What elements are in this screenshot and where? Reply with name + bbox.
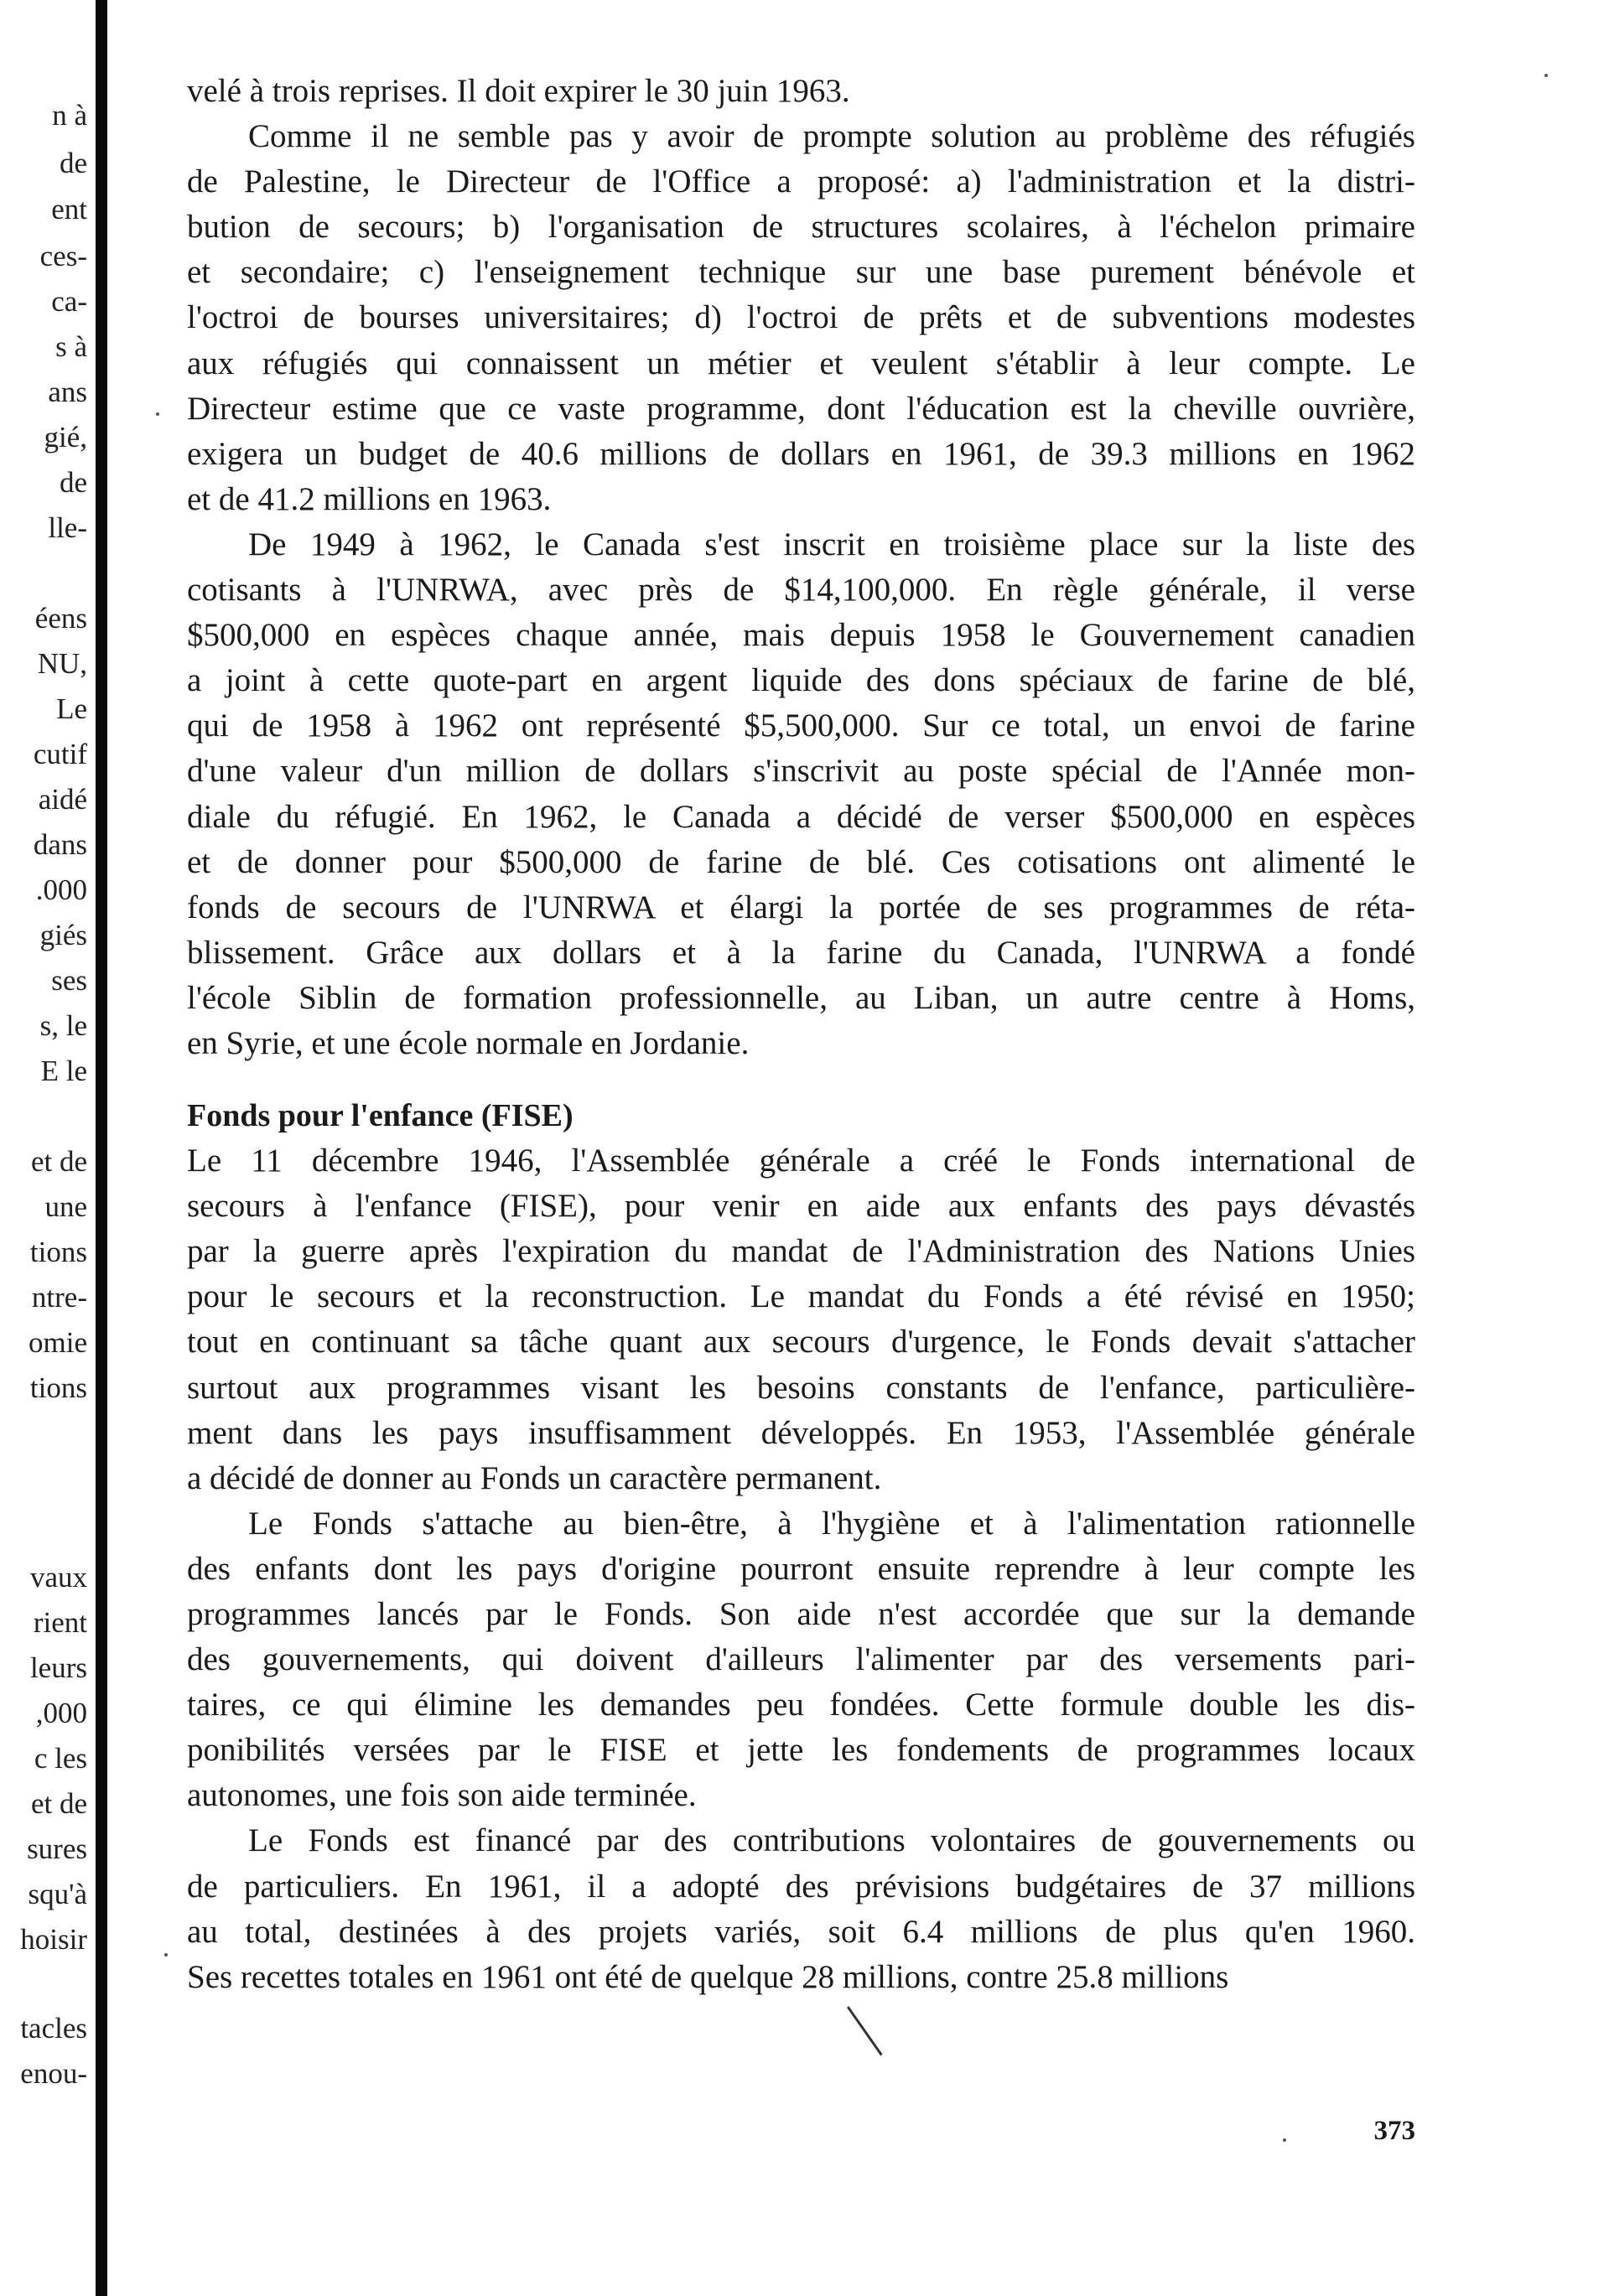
- text-line: De 1949 à 1962, le Canada s'est inscrit en troisième place sur la liste des: [248, 526, 1415, 562]
- margin-fragment: ent: [51, 193, 87, 225]
- margin-fragment: éens: [34, 602, 87, 635]
- book-gutter-shadow: [96, 0, 107, 2296]
- text-line: de Palestine, le Directeur de l'Office a proposé: a) l'administration et la distri-: [187, 163, 1415, 200]
- pen-mark: [847, 2006, 883, 2055]
- text-line: des enfants dont les pays d'origine pourront ensuite reprendre à leur compte les: [187, 1550, 1415, 1587]
- text-line: a joint à cette quote-part en argent liquide des dons spéciaux de farine de blé,: [187, 662, 1415, 699]
- margin-fragment: ses: [51, 964, 87, 997]
- text-line: pour le secours et la reconstruction. Le mandat du Fonds a été révisé en 1950;: [187, 1278, 1415, 1315]
- margin-fragment: et de: [30, 1787, 87, 1820]
- text-line: exigera un budget de 40.6 millions de dollars en 1961, de 39.3 millions en 1962: [187, 435, 1415, 472]
- text-line: fonds de secours de l'UNRWA et élargi la portée de ses programmes de réta-: [187, 889, 1415, 925]
- margin-fragment: tions: [29, 1236, 87, 1268]
- section-heading: Fonds pour l'enfance (FISE): [187, 1098, 574, 1134]
- margin-fragment: aidé: [38, 783, 87, 816]
- text-line: des gouvernements, qui doivent d'ailleurs l'alimenter par des versements pari-: [187, 1641, 1415, 1678]
- paragraph-unrwa-programme: [187, 114, 1415, 522]
- text-line: Le Fonds s'attache au bien-être, à l'hygiène et à l'alimentation rationnelle: [248, 1505, 1415, 1542]
- paragraph-canada-contribution: [187, 522, 1415, 1066]
- paragraph-fise-mission: [187, 1501, 1415, 1819]
- margin-fragment: ca-: [51, 285, 87, 318]
- margin-fragment: hoisir: [20, 1923, 87, 1956]
- text-line: Le Fonds est financé par des contributions volontaires de gouvernements ou: [248, 1822, 1415, 1859]
- text-line: de particuliers. En 1961, il a adopté des prévisions budgétaires de 37 millions: [187, 1868, 1415, 1905]
- text-line: $500,000 en espèces chaque année, mais depuis 1958 le Gouvernement canadien: [187, 617, 1415, 654]
- text-line: qui de 1958 à 1962 ont représenté $5,500,000. Sur ce total, un envoi de farine: [187, 707, 1415, 744]
- text-line: diale du réfugié. En 1962, le Canada a décidé de verser $500,000 en espèces: [187, 798, 1415, 835]
- text-line: blissement. Grâce aux dollars et à la farine du Canada, l'UNRWA a fondé: [187, 934, 1415, 971]
- text-line: secours à l'enfance (FISE), pour venir en aide aux enfants des pays dévastés: [187, 1188, 1415, 1225]
- margin-fragment: gié,: [44, 421, 87, 453]
- margin-fragment: ,000: [35, 1697, 87, 1729]
- margin-fragment: lle-: [48, 511, 87, 544]
- margin-fragment: sures: [27, 1832, 87, 1865]
- text-line: l'école Siblin de formation professionnelle, au Liban, un autre centre à Homs,: [187, 979, 1415, 1016]
- margin-fragment: ans: [48, 376, 87, 408]
- previous-page-margin: [0, 0, 96, 2296]
- text-line: par la guerre après l'expiration du mandat de l'Administration des Nations Unies: [187, 1233, 1415, 1270]
- margin-fragment: s, le: [39, 1009, 87, 1042]
- margin-fragment: et de: [30, 1145, 87, 1178]
- margin-fragment: dans: [33, 828, 87, 861]
- page-body: [187, 69, 1415, 2000]
- margin-fragment: tacles: [20, 2012, 87, 2045]
- margin-fragment: n à: [52, 99, 87, 132]
- margin-fragment: une: [44, 1190, 87, 1223]
- scan-speck: [1283, 2138, 1286, 2142]
- text-line: l'octroi de bourses universitaires; d) l'octroi de prêts et de subventions modestes: [187, 299, 1415, 336]
- text-line: ponibilités versées par le FISE et jette les fondements de programmes locaux: [187, 1732, 1415, 1769]
- scan-speck: [1544, 74, 1548, 77]
- margin-fragment: .000: [35, 873, 87, 906]
- text-line: Le 11 décembre 1946, l'Assemblée générale a créé le Fonds international de: [187, 1143, 1415, 1179]
- margin-fragment: de: [59, 147, 87, 179]
- text-line: et secondaire; c) l'enseignement technique sur une base purement bénévole et: [187, 254, 1415, 291]
- text-line: cotisants à l'UNRWA, avec près de $14,100,000. En règle générale, il verse: [187, 572, 1415, 609]
- margin-fragment: tions: [29, 1371, 87, 1404]
- margin-fragment: leurs: [29, 1651, 87, 1684]
- paragraph-fise-history: [187, 1138, 1415, 1501]
- text-line: tout en continuant sa tâche quant aux secours d'urgence, le Fonds devait s'attacher: [187, 1324, 1415, 1360]
- margin-fragment: giés: [39, 919, 87, 951]
- margin-fragment: Le: [56, 692, 87, 725]
- text-line: Ses recettes totales en 1961 ont été de quelque 28 millions, contre 25.8 millions: [187, 1958, 1229, 1995]
- margin-fragment: ntre-: [31, 1281, 87, 1314]
- margin-fragment: NU,: [37, 647, 87, 680]
- scan-speck: [156, 412, 159, 416]
- text-line: et de donner pour $500,000 de farine de blé. Ces cotisations ont alimenté le: [187, 843, 1415, 880]
- margin-fragment: E le: [40, 1055, 87, 1087]
- paragraph-fise-financing: [187, 1818, 1415, 1999]
- text-line: ment dans les pays insuffisamment développés. En 1953, l'Assemblée générale: [187, 1414, 1415, 1451]
- text-line: au total, destinées à des projets variés, soit 6.4 millions de plus qu'en 1960.: [187, 1913, 1415, 1950]
- margin-fragment: vaux: [29, 1561, 87, 1594]
- text-line: Directeur estime que ce vaste programme, dont l'éducation est la cheville ouvrière,: [187, 390, 1415, 427]
- text-line: programmes lancés par le Fonds. Son aide n'est accordée que sur la demande: [187, 1596, 1415, 1632]
- text-line: Comme il ne semble pas y avoir de prompte solution au problème des réfugiés: [248, 118, 1415, 155]
- text-line: autonomes, une fois son aide terminée.: [187, 1777, 697, 1814]
- margin-fragment: enou-: [20, 2057, 87, 2090]
- text-line: velé à trois reprises. Il doit expirer le 30 juin 1963.: [187, 73, 850, 109]
- margin-fragment: omie: [29, 1326, 87, 1359]
- text-line: d'une valeur d'un million de dollars s'inscrivit au poste spécial de l'Année mon-: [187, 753, 1415, 790]
- text-line: et de 41.2 millions en 1963.: [187, 480, 552, 517]
- text-line: surtout aux programmes visant les besoins constants de l'enfance, particulière-: [187, 1369, 1415, 1406]
- text-line: a décidé de donner au Fonds un caractère permanent.: [187, 1459, 882, 1496]
- scan-speck: [164, 1953, 168, 1957]
- margin-fragment: squ'à: [28, 1878, 87, 1910]
- text-line: aux réfugiés qui connaissent un métier et veulent s'établir à leur compte. Le: [187, 345, 1415, 381]
- margin-fragment: s à: [55, 330, 87, 363]
- margin-fragment: rient: [33, 1606, 87, 1639]
- margin-fragment: de: [59, 466, 87, 499]
- page-number: 373: [1373, 2116, 1415, 2146]
- margin-fragment: cutif: [33, 738, 87, 770]
- margin-fragment: ces-: [39, 240, 87, 272]
- text-line: en Syrie, et une école normale en Jordanie.: [187, 1024, 750, 1061]
- text-line: bution de secours; b) l'organisation de structures scolaires, à l'échelon primaire: [187, 209, 1415, 246]
- text-line: taires, ce qui élimine les demandes peu fondées. Cette formule double les dis-: [187, 1687, 1415, 1723]
- margin-fragment: c les: [34, 1742, 87, 1775]
